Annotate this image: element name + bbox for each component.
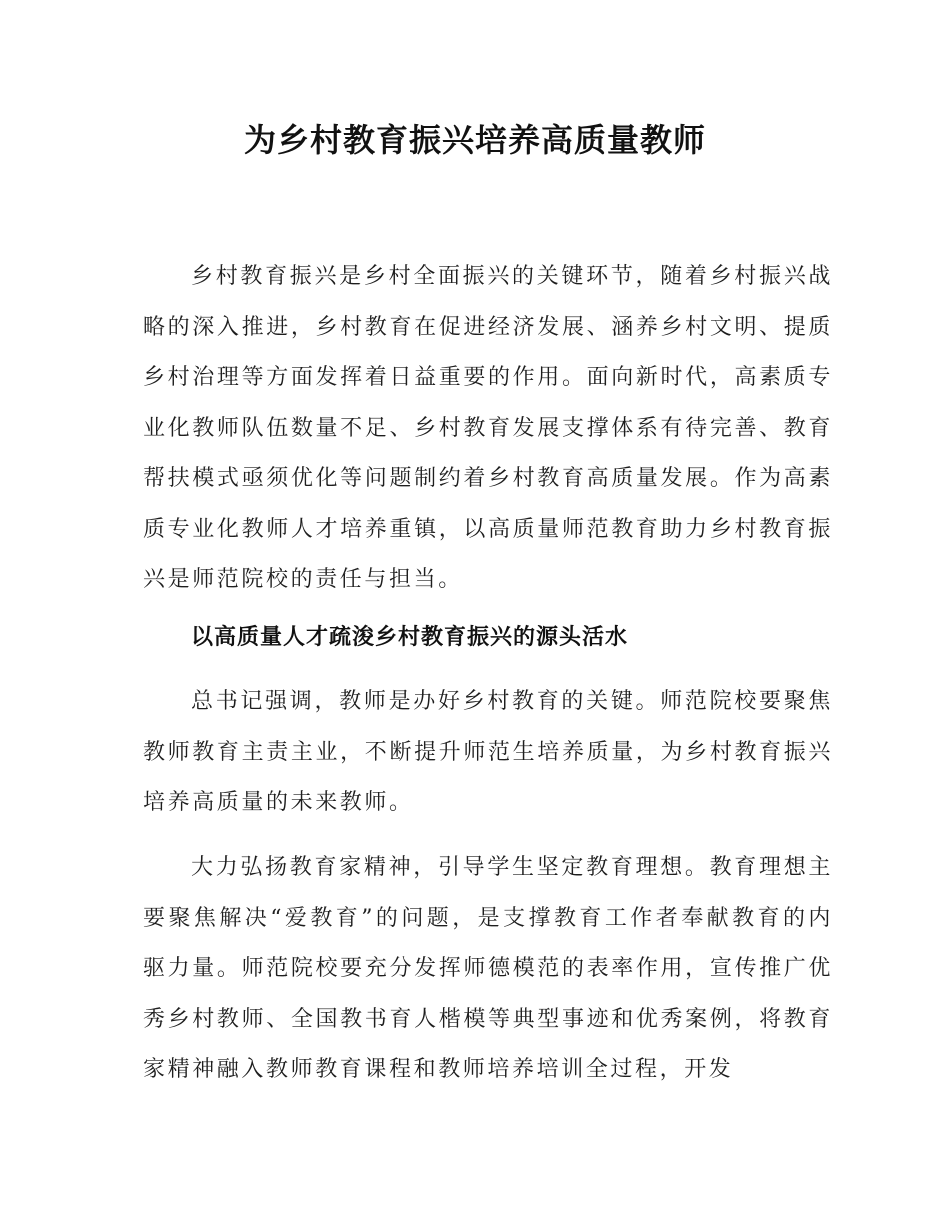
page-title: 为乡村教育振兴培养高质量教师 xyxy=(243,121,706,159)
paragraph-3: 大力弘扬教育家精神，引导学生坚定教育理想。教育理想主要聚焦解决“爱教育”的问题，是支撑教育工作者奉献教育的内驱力量。师范院校要充分发挥师德模范的表率作用，宣传推广优秀乡村教师、全国教书育人楷模等典型事迹和优秀案例，将教育家精神融入教师教育课程和教师培养培训全过程，开发 xyxy=(143,855,833,1082)
paragraph-2-block xyxy=(143,677,833,829)
section-heading: 以高质量人才疏浚乡村教育振兴的源头活水 xyxy=(191,625,629,650)
paragraph-3-block xyxy=(143,843,833,1096)
paragraph-1: 乡村教育振兴是乡村全面振兴的关键环节，随着乡村振兴战略的深入推进，乡村教育在促进经济发展、涵养乡村文明、提质乡村治理等方面发挥着日益重要的作用。面向新时代，高素质专业化教师队伍数量不足、乡村教育发展支撑体系有待完善、教育帮扶模式亟须优化等问题制约着乡村教育高质量发展。作为高素质专业化教师人才培养重镇，以高质量师范教育助力乡村教育振兴是师范院校的责任与担当。 xyxy=(143,264,833,592)
intro-paragraph-block xyxy=(143,252,833,606)
paragraph-2: 总书记强调，教师是办好乡村教育的关键。师范院校要聚焦教师教育主责主业，不断提升师范生培养质量，为乡村教育振兴培养高质量的未来教师。 xyxy=(143,689,833,815)
